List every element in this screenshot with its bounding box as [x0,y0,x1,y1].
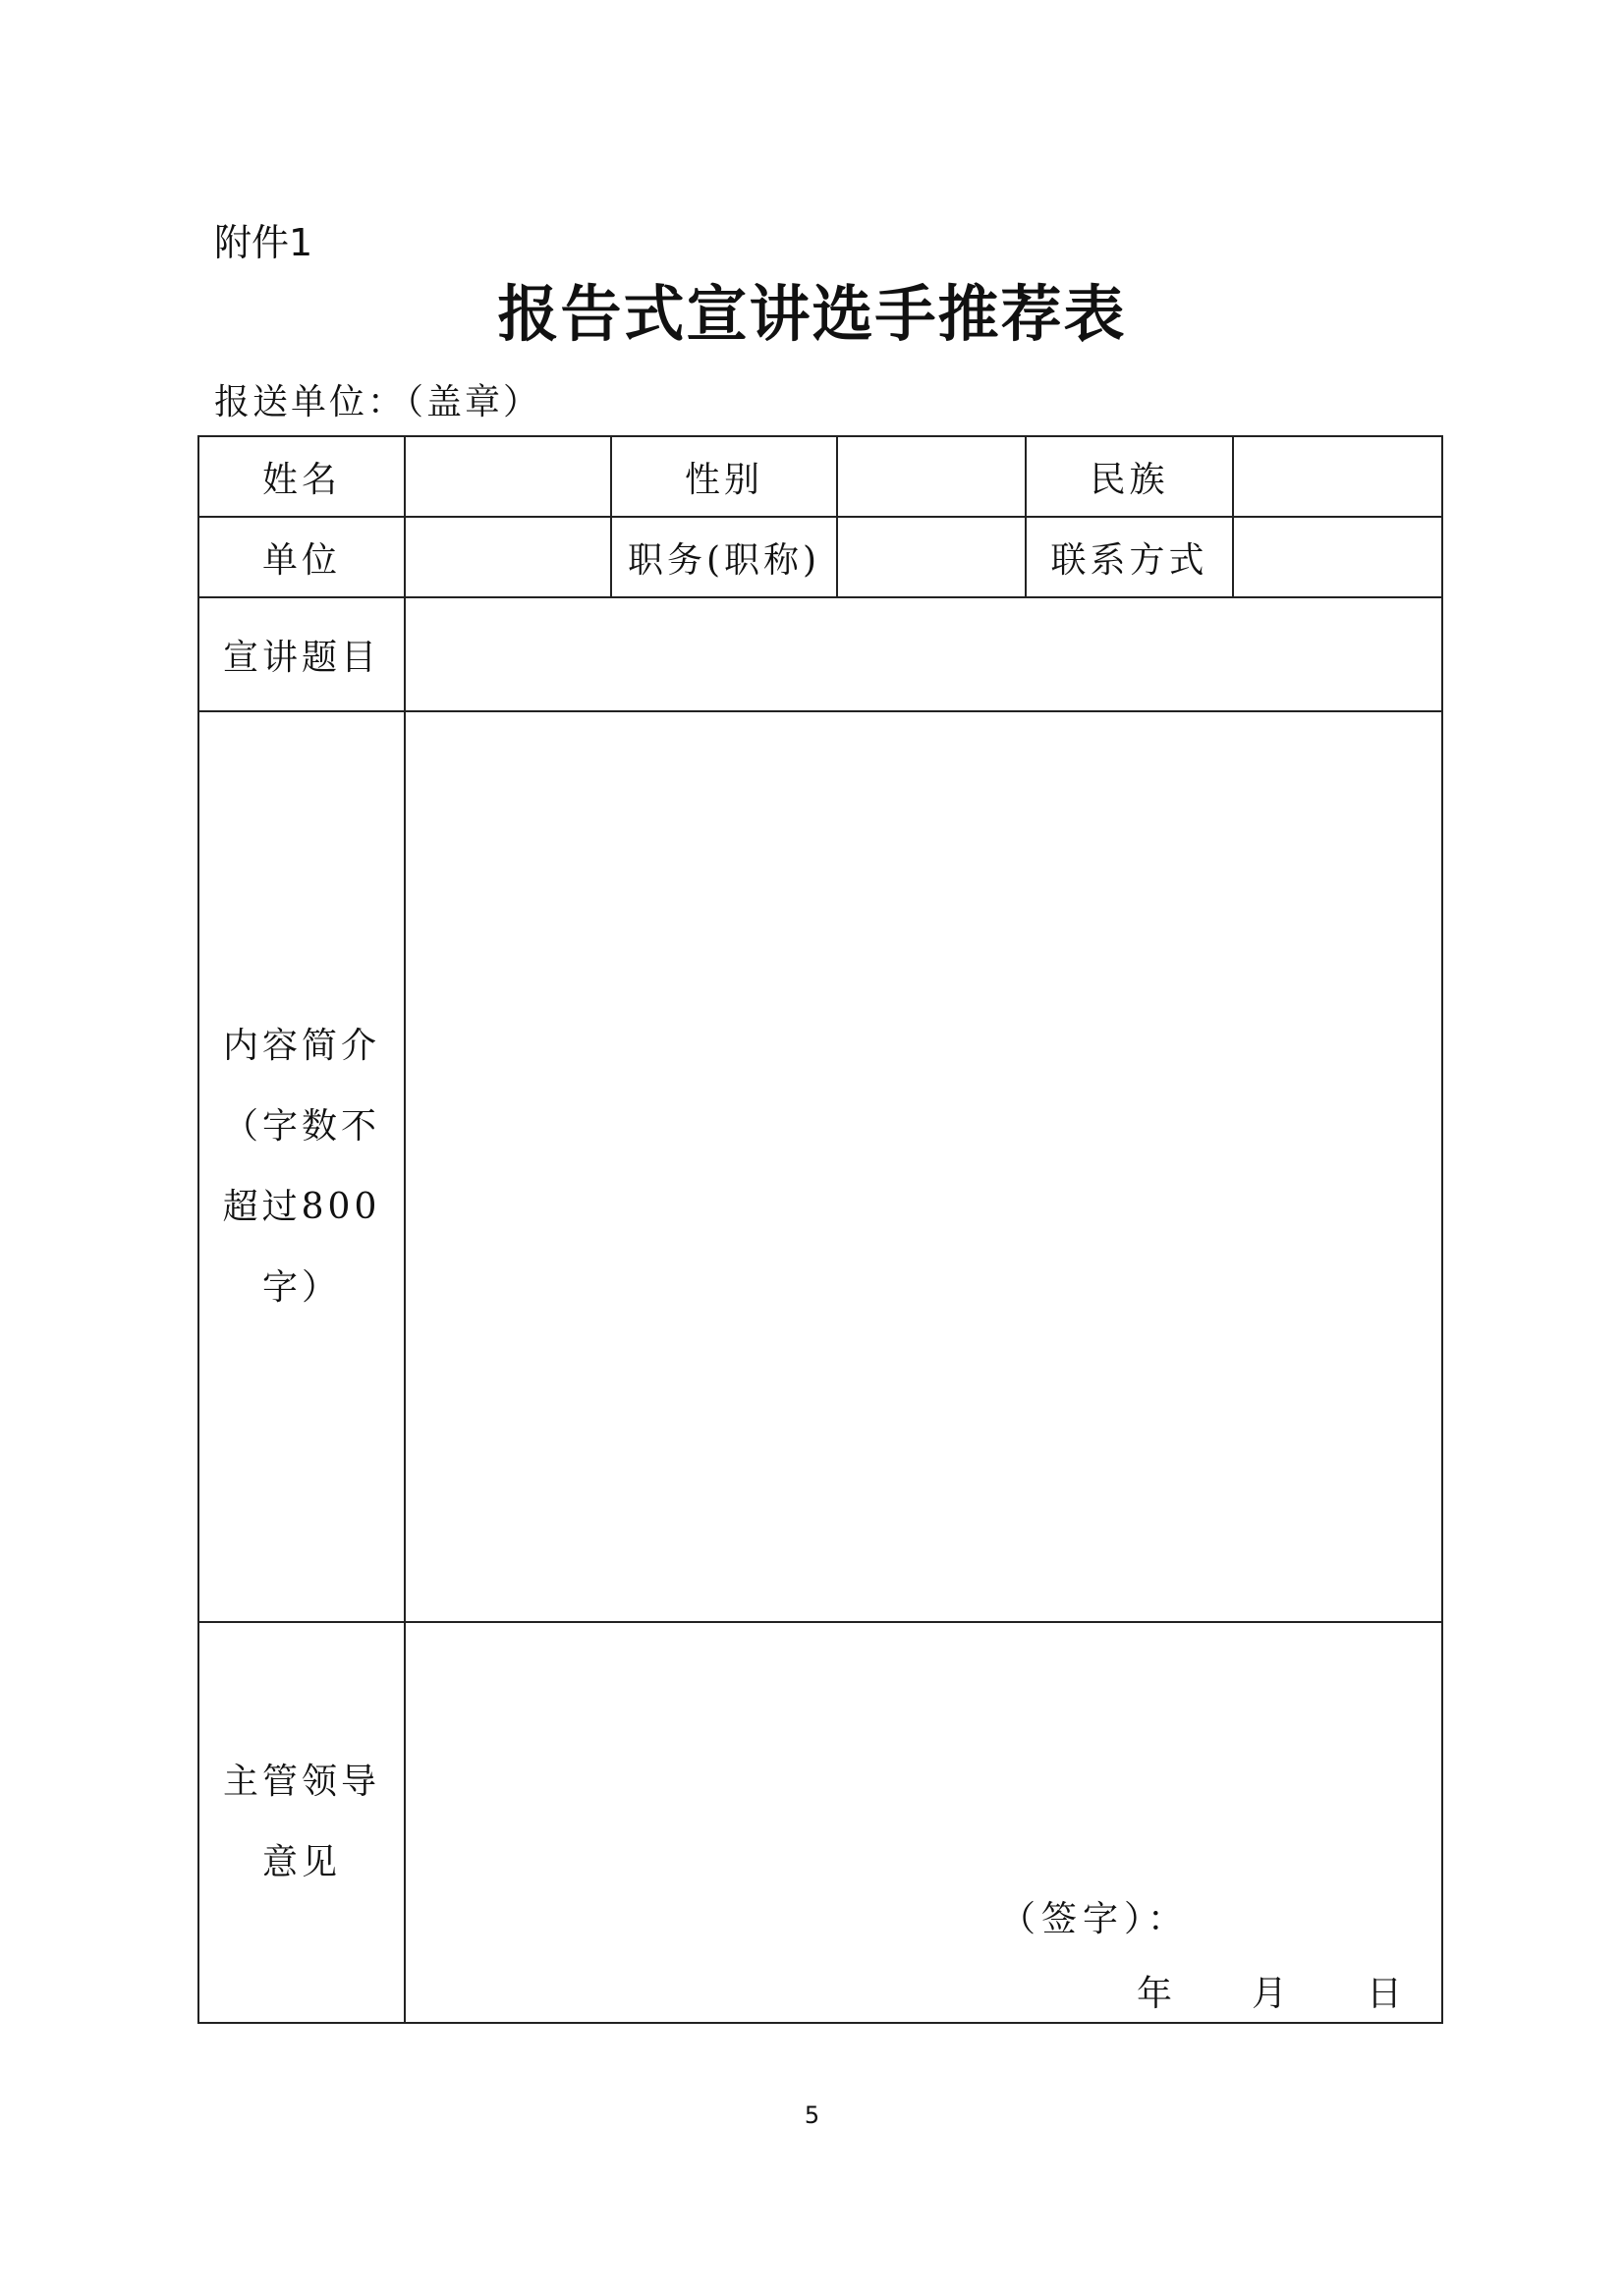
opinion-label-cell [198,1622,405,2023]
table-row [198,436,1442,517]
position-label: 职务(职称) [611,517,837,597]
name-field[interactable] [405,436,611,517]
unit-label: 单位 [198,517,405,597]
opinion-label [223,1742,380,1903]
ethnicity-label: 民族 [1026,436,1233,517]
name-label: 姓名 [198,436,405,517]
contact-field[interactable] [1233,517,1442,597]
position-field[interactable] [837,517,1026,597]
date-row [406,1971,1439,2018]
unit-field[interactable] [405,517,611,597]
date-year-label: 年 [1137,1974,1177,2014]
summary-label-line: （字数不 [222,1105,380,1147]
summary-label-line: 字） [261,1266,341,1308]
ethnicity-field[interactable] [1233,436,1442,517]
topic-label: 宣讲题目 [198,597,405,711]
opinion-label-line: 主管领导 [222,1762,380,1802]
date-month-label: 月 [1252,1974,1292,2014]
summary-field[interactable] [405,711,1442,1622]
table-row [198,711,1442,1622]
topic-field[interactable] [405,597,1442,711]
summary-label-line: 内容简介 [222,1025,380,1066]
page-number: 5 [804,2101,820,2129]
signature-label: （签字）： [1000,1899,1190,1939]
opinion-label-line: 意见 [261,1842,341,1882]
gender-field[interactable] [837,436,1026,517]
opinion-field[interactable] [405,1622,1442,2023]
document-title: 报告式宣讲选手推荐表 [497,278,1127,350]
table-row [198,1622,1442,2023]
gender-label: 性别 [611,436,837,517]
summary-label [223,1006,381,1328]
table-row [198,597,1442,711]
summary-label-line: 超过800 [222,1186,381,1227]
date-day-label: 日 [1367,1974,1407,2014]
recommendation-form-table [197,435,1443,2024]
summary-label-cell [198,711,405,1622]
attachment-label: 附件1 [214,221,313,264]
contact-label: 联系方式 [1026,517,1233,597]
submitting-unit-label: 报送单位：（盖章） [214,382,542,422]
table-row [198,517,1442,597]
